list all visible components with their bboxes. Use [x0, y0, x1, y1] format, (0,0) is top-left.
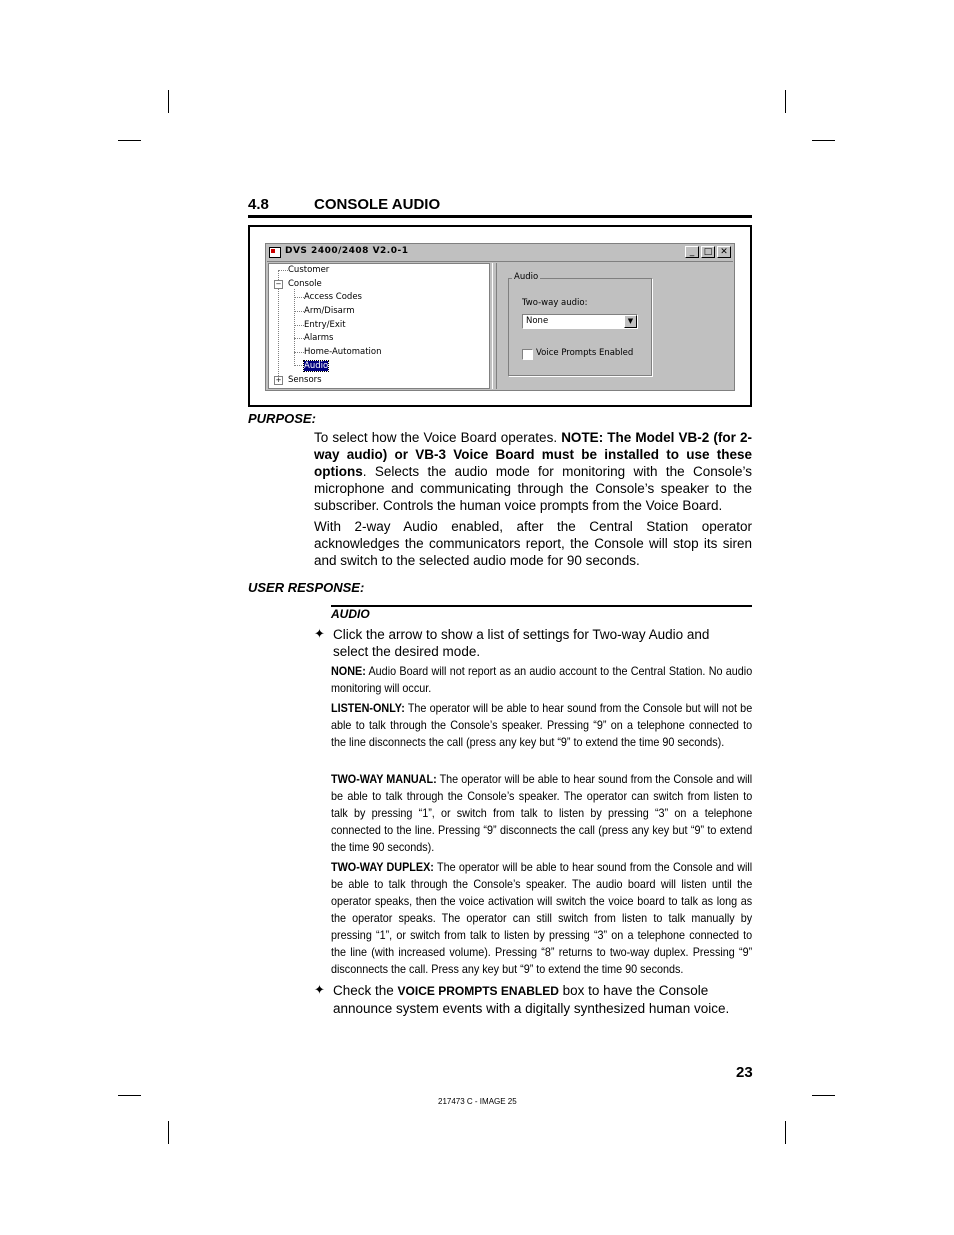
two-way-audio-value: None: [526, 316, 549, 326]
audio-group-label: Audio: [514, 272, 539, 282]
minimize-button[interactable]: _: [685, 246, 699, 258]
crop-mark: [812, 140, 835, 141]
purpose-paragraph-2: With 2-way Audio enabled, after the Central Station operator acknowledges the communicators report, the Console will stop its siren and switch to the selected audio mode for 90 seconds.: [314, 519, 752, 568]
app-icon: [269, 247, 281, 258]
none-description: NONE: Audio Board will not report as an audio account to the Central Station. No audio monitoring will occur.: [331, 664, 753, 695]
tree-item-audio[interactable]: Audio: [304, 361, 329, 371]
voice-prompts-label: Voice Prompts Enabled: [536, 348, 634, 358]
listen-only-description: LISTEN-ONLY: The operator will be able to hear sound from the Console but will not be able to talk through the Console’s speaker. Pressing “9” on a telephone connected to the line disconnects the call (press any key but “9” to extend the time 90 seconds).: [331, 701, 753, 749]
tree-item-console[interactable]: Console: [288, 279, 322, 289]
crop-mark: [812, 1095, 835, 1096]
tree-item-home-automation[interactable]: Home-Automation: [304, 347, 382, 357]
page-number: 23: [736, 1064, 753, 1081]
crop-mark: [118, 140, 141, 141]
crop-mark: [118, 1095, 141, 1096]
crop-mark: [785, 90, 786, 113]
bullet-1-text: Click the arrow to show a list of settings for Two-way Audio and select the desired mode.: [333, 627, 710, 659]
audio-label: AUDIO: [331, 607, 370, 621]
tree-item-entry-exit[interactable]: Entry/Exit: [304, 320, 346, 330]
settings-tree: [268, 263, 490, 389]
two-way-duplex-description: TWO-WAY DUPLEX: The operator will be able to hear sound from the Console and will be able to talk through the Console’s speaker. The audio board will listen until the operator speaks, then the voice activation will switch the voice board to talk as long as the operator speaks. The operator can still switch from listen to talk manually by pressing “1”, or switch from talk to listen by pressing “3” on a telephone connected to the line (with increased volume). Pressing “8” returns to two-way duplex. Pressing “9” disconnects the call. Press any key but “9” to extend the time 90 seconds.: [331, 860, 753, 976]
expand-icon[interactable]: +: [275, 376, 282, 384]
crop-mark: [785, 1121, 786, 1144]
bullet-icon: ✦: [314, 983, 325, 998]
tree-item-customer[interactable]: Customer: [288, 265, 330, 275]
tree-item-sensors[interactable]: Sensors: [288, 375, 322, 385]
tree-item-arm-disarm[interactable]: Arm/Disarm: [304, 306, 355, 316]
section-number: 4.8: [248, 196, 269, 213]
voice-prompts-checkbox[interactable]: [522, 349, 533, 360]
section-title: CONSOLE AUDIO: [314, 196, 441, 213]
tree-item-access-codes[interactable]: Access Codes: [304, 292, 362, 302]
section-heading: [248, 196, 752, 218]
close-button[interactable]: ✕: [717, 246, 731, 258]
dropdown-arrow-icon[interactable]: ▼: [624, 315, 637, 328]
two-way-audio-label: Two-way audio:: [522, 298, 588, 308]
collapse-icon[interactable]: −: [275, 280, 282, 288]
audio-rule: [331, 605, 752, 607]
title-bar: [267, 245, 733, 262]
tree-item-alarms[interactable]: Alarms: [304, 333, 334, 343]
app-window: [265, 243, 735, 391]
user-response-label: USER RESPONSE:: [248, 580, 365, 595]
purpose-paragraph-1: To select how the Voice Board operates. NOTE: The Model VB-2 (for 2-way audio) or VB-3 Voice Board must be installed to use these options. Selects the audio mode for monitoring with the Console’s microphone and communicating through the Console’s speaker to the subscriber. Controls the human voice prompts from the Voice Board.: [314, 430, 752, 513]
two-way-audio-select[interactable]: [522, 314, 638, 329]
footer-code: 217473 C - IMAGE 25: [438, 1097, 517, 1106]
window-title: DVS 2400/2408 V2.0-1: [285, 246, 409, 256]
crop-mark: [168, 90, 169, 113]
screenshot-figure: [248, 225, 752, 407]
bullet-icon: ✦: [314, 627, 325, 642]
two-way-manual-description: TWO-WAY MANUAL: The operator will be able to hear sound from the Console and will be able to talk through the Console’s speaker. The operator can switch from listen to talk by pressing “1”, or switch from talk to listen by pressing “3” on a telephone connected to the line. Pressing “9” disconnects the call (press any key but “9” to extend the time 90 seconds).: [331, 772, 753, 854]
crop-mark: [168, 1121, 169, 1144]
bullet-2-text: Check the VOICE PROMPTS ENABLED box to have the Console announce system events with a digitally synthesized human voice.: [333, 983, 730, 1016]
pane-splitter[interactable]: [492, 263, 497, 389]
purpose-label: PURPOSE:: [248, 411, 316, 426]
maximize-button[interactable]: □: [701, 246, 715, 258]
